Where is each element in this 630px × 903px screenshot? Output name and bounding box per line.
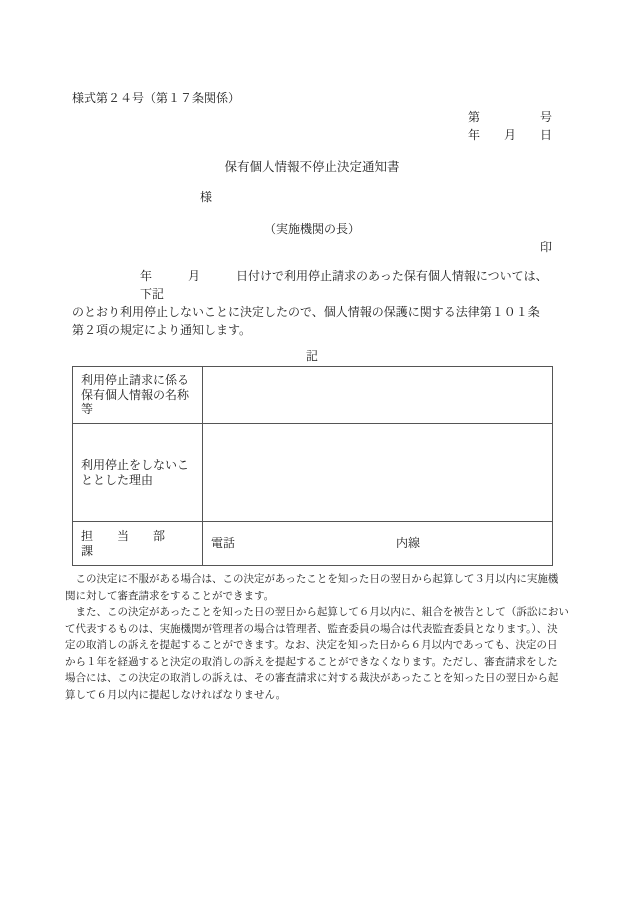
phone-label: 電話 xyxy=(211,536,236,551)
extension-label: 内線 xyxy=(396,536,421,551)
document-title: 保有個人情報不停止決定通知書 xyxy=(224,160,400,174)
form-number: 様式第２４号（第１７条関係） xyxy=(72,91,241,105)
body-line: 第２項の規定により通知します。 xyxy=(72,323,252,337)
notes-line: 関に対して審査請求をすることができます。 xyxy=(65,590,275,602)
issuer-title: （実施機関の長） xyxy=(263,222,360,236)
legal-notes xyxy=(65,572,569,704)
table-value-reason xyxy=(203,424,553,522)
body-paragraph xyxy=(72,267,552,339)
table-row-department xyxy=(73,522,553,566)
seal-mark: 印 xyxy=(539,240,552,254)
phone-extension-line xyxy=(211,536,544,551)
table-label-reason: 利用停止をしないこととした理由 xyxy=(73,424,203,522)
table-label-personal-info-name: 利用停止請求に係る保有個人情報の名称等 xyxy=(73,367,203,424)
table-row-personal-info-name xyxy=(73,367,553,424)
document-number-line: 第 号 xyxy=(467,110,552,124)
table-value-department xyxy=(203,522,553,566)
notes-line: から１年を経過すると決定の取消しの訴えを提起することができなくなります。ただし、審査請求をした xyxy=(65,656,558,668)
notes-line: また、この決定があったことを知った日の翌日から起算して６月以内に、組合を被告として（訴訟におい xyxy=(65,607,569,618)
notes-line: 定の取消しの訴えを提起することができます。なお、決定を知った日から６月以内であっても、決定の日 xyxy=(65,640,558,651)
table-label-department: 担 当 部 課 xyxy=(73,522,203,566)
notes-line: 算して６月以内に提起しなければなりません。 xyxy=(65,689,287,701)
table-value-personal-info-name xyxy=(203,367,553,424)
info-table xyxy=(72,366,553,566)
body-line: のとおり利用停止しないことに決定したので、個人情報の保護に関する法律第１０１条 xyxy=(72,305,540,319)
document-number-block xyxy=(72,108,552,144)
document-date-line: 年 月 日 xyxy=(467,128,552,142)
notes-line: て代表するものは、実施機関が管理者の場合は管理者、監査委員の場合は代表監査委員となります。）、決 xyxy=(65,623,558,635)
notes-line: この決定に不服がある場合は、この決定があったことを知った日の翌日から起算して３月以内に実施機 xyxy=(65,574,559,585)
body-line: 年 月 日付けで利用停止請求のあった保有個人情報については、下記 xyxy=(140,269,548,301)
recipient-honorific: 様 xyxy=(200,190,213,204)
document-content xyxy=(65,91,569,704)
notes-line: 場合には、この決定の取消しの訴えは、その審査請求に対する裁決があったことを知った日の翌日から起 xyxy=(65,673,559,684)
table-row-reason xyxy=(73,424,553,522)
record-marker: 記 xyxy=(305,349,318,363)
